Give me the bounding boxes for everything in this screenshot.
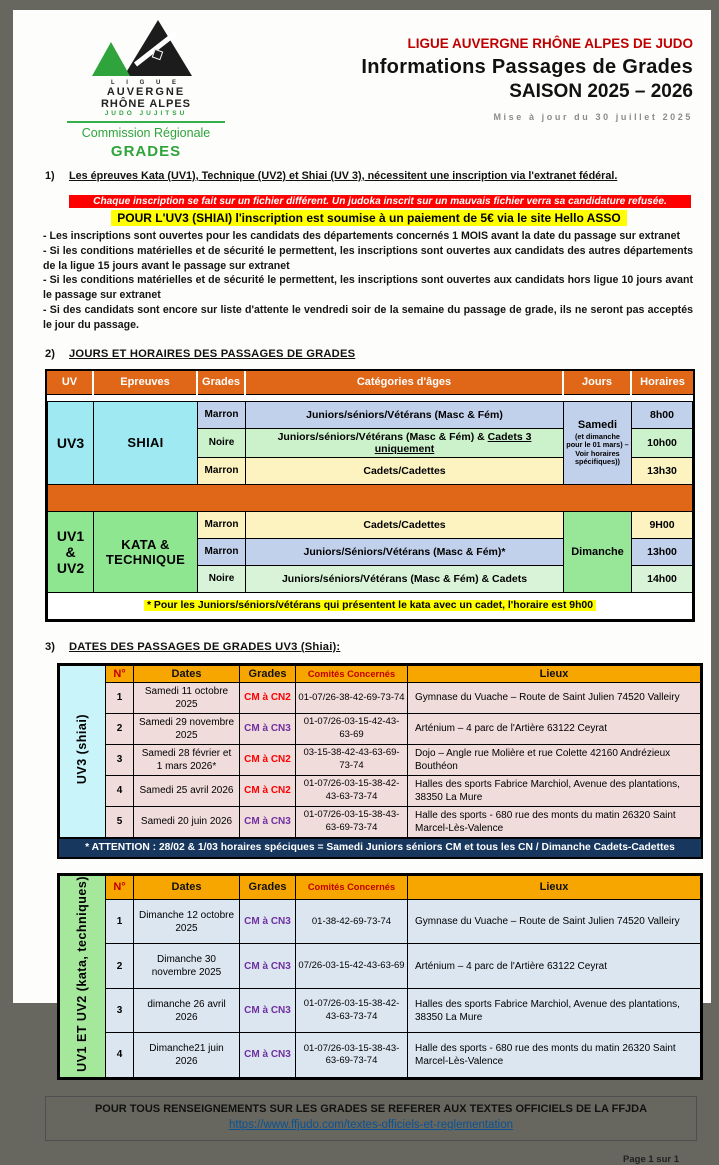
row-number-cell: 3 [106, 744, 134, 775]
col-header-lieux: Lieux [408, 875, 701, 899]
time-cell: 9H00 [632, 511, 693, 538]
date-row [60, 775, 701, 806]
date-cell: Dimanche21 juin 2026 [134, 1033, 240, 1077]
red-alert-banner: Chaque inscription se fait sur un fichier différent. Un judoka inscrit sur un mauvais fichier verra sa candidature refusée. [69, 195, 691, 208]
row-number-cell: 3 [106, 988, 134, 1032]
comites-cell: 01-07/26-38-42-69-73-74 [296, 682, 408, 713]
category-cell: Juniors/séniors/Vétérans (Masc & Fém) [246, 401, 564, 428]
col-header-comites: Comités Concernés [296, 665, 408, 682]
bullet-line: - Si les conditions matérielles et de sécurité le permettent, les inscriptions sont ouvertes aux candidats des autres départements de la ligue 15 jours avant le passage sur extranet [43, 244, 693, 272]
category-cell [246, 428, 564, 457]
footnote-text: * Pour les Juniors/séniors/vétérans qui présentent le kata avec un cadet, l'horaire est 9h00 [144, 600, 596, 611]
footer-notice: POUR TOUS RENSEIGNEMENTS SUR LES GRADES SE REFERER AUX TEXTES OFFICIELS DE LA FFJDA [94, 1102, 648, 1115]
date-row [60, 900, 701, 944]
comites-cell: 01-07/26-03-15-42-43-63-69 [296, 713, 408, 744]
updated-date: Mise à jour du 30 juillet 2025 [493, 112, 693, 122]
category-cell: Cadets/Cadettes [246, 457, 564, 484]
category-underlined-text: Cadets 3 uniquement [374, 430, 532, 455]
lieu-cell: Halle des sports - 680 rue des monts du matin 26320 Saint Marcel-Lès-Valence [408, 806, 701, 837]
grade-range-cell: CM à CN3 [240, 988, 296, 1032]
col-header-horaires: Horaires [631, 371, 693, 395]
col-header-categories: Catégories d'âges [245, 371, 563, 395]
lieu-cell: Arténium – 4 parc de l'Artière 63122 Ceyrat [408, 713, 701, 744]
col-header-dates: Dates [134, 875, 240, 899]
lieu-cell: Halles des sports Fabrice Marchiol, Avenue des plantations, 38350 La Mure [408, 775, 701, 806]
season-title: SAISON 2025 – 2026 [509, 81, 693, 102]
schedule-table-header [47, 371, 693, 395]
uv3-side-label [60, 665, 106, 837]
side-label-text: UV1 ET UV2 (kata, techniques) [75, 875, 90, 1072]
grade-cell: Marron [198, 457, 246, 484]
time-cell: 14h00 [632, 565, 693, 592]
side-label-text: UV3 (shiai) [75, 713, 90, 784]
grade-range-cell: CM à CN2 [240, 775, 296, 806]
date-cell: Samedi 29 novembre 2025 [134, 713, 240, 744]
uv3-dates-table [57, 663, 703, 859]
row-number-cell: 2 [106, 713, 134, 744]
footnote-row [48, 592, 693, 619]
time-cell: 13h00 [632, 538, 693, 565]
uv12-dates-table [57, 873, 703, 1080]
grade-range-cell: CM à CN3 [240, 900, 296, 944]
grade-range-cell: CM à CN2 [240, 744, 296, 775]
date-cell: Samedi 20 juin 2026 [134, 806, 240, 837]
kata-footnote [48, 592, 693, 619]
time-cell: 13h30 [632, 457, 693, 484]
row-number-cell: 2 [106, 944, 134, 988]
header-row [60, 875, 701, 899]
lieu-cell: Dojo – Angle rue Molière et rue Colette 42160 Andrézieux Bouthéon [408, 744, 701, 775]
mountains-logo-icon [86, 20, 206, 78]
comites-cell: 01-07/26-03-15-38-43-63-69-73-74 [296, 806, 408, 837]
footer-notice-box [45, 1096, 697, 1141]
schedule-table-body [47, 401, 693, 620]
section3-title: DATES DES PASSAGES DE GRADES UV3 (Shiai): [69, 640, 341, 653]
bullet-line: - Les inscriptions sont ouvertes pour les candidats des départements concernés 1 MOIS avant la date du passage sur extranet [43, 230, 681, 242]
comites-cell: 01-07/26-03-15-38-42-43-63-73-74 [296, 988, 408, 1032]
category-cell: Juniors/séniors/Vétérans (Masc & Fém) & Cadets [246, 565, 564, 592]
comites-cell: 01-07/26-03-15-38-43-63-69-73-74 [296, 1033, 408, 1077]
jours-dimanche-cell: Dimanche [564, 511, 632, 592]
uv12-cell: UV1 & UV2 [48, 511, 94, 592]
col-header-comites: Comités Concernés [296, 875, 408, 899]
row-number-cell: 4 [106, 775, 134, 806]
comites-cell: 07/26-03-15-42-43-63-69 [296, 944, 408, 988]
grade-range-cell: CM à CN3 [240, 713, 296, 744]
yellow-alert-banner: POUR L'UV3 (SHIAI) l'inscription est soumise à un paiement de 5€ via le site Hello ASSO [111, 210, 626, 226]
logo-region-line1: AUVERGNE [106, 86, 186, 98]
kata-technique-cell: KATA & TECHNIQUE [94, 511, 198, 592]
table-row [48, 511, 693, 538]
lieu-cell: Gymnase du Vuache – Route de Saint Julien 74520 Valleiry [408, 682, 701, 713]
document-page [13, 10, 711, 1165]
date-row [60, 1033, 701, 1077]
grade-range-cell: CM à CN3 [240, 806, 296, 837]
row-number-cell: 1 [106, 900, 134, 944]
date-cell: Samedi 11 octobre 2025 [134, 682, 240, 713]
header-titles [231, 36, 695, 122]
logo-divider [67, 121, 225, 123]
section3-number: 3) [45, 640, 55, 653]
grade-cell: Marron [198, 538, 246, 565]
col-header-grades: Grades [197, 371, 245, 395]
grade-cell: Noire [198, 565, 246, 592]
schedule-table [45, 369, 695, 622]
lieu-cell: Arténium – 4 parc de l'Artière 63122 Ceyrat [408, 944, 701, 988]
attention-banner: * ATTENTION : 28/02 & 1/03 horaires spéciques = Samedi Juniors séniors CM et tous les CN / Dimanche Cadets-Cadettes [59, 838, 701, 857]
col-header-epreuves: Epreuves [93, 371, 197, 395]
date-row [60, 806, 701, 837]
time-cell: 8h00 [632, 401, 693, 428]
grade-range-cell: CM à CN3 [240, 944, 296, 988]
col-header-lieux: Lieux [408, 665, 701, 682]
col-header-grades: Grades [240, 875, 296, 899]
row-number-cell: 5 [106, 806, 134, 837]
category-text: Juniors/séniors/Vétérans (Masc & Fém) & [277, 430, 488, 443]
page-number: Page 1 sur 1 [623, 1153, 679, 1165]
row-number-cell: 1 [106, 682, 134, 713]
divider-row [48, 484, 693, 511]
section2-heading [43, 348, 695, 360]
grade-range-cell: CM à CN3 [240, 1033, 296, 1077]
section2-number: 2) [45, 347, 55, 360]
logo-judo-jujitsu: JUDO JUJITSU [104, 110, 188, 117]
category-cell: Cadets/Cadettes [246, 511, 564, 538]
date-row [60, 713, 701, 744]
inscription-rules-list [43, 229, 695, 333]
uv12-dates-grid [59, 875, 701, 1078]
col-header-num: N° [106, 665, 134, 682]
grade-cell: Marron [198, 511, 246, 538]
date-cell: Dimanche 12 octobre 2025 [134, 900, 240, 944]
section1-number: 1) [45, 170, 55, 182]
ffjudo-link[interactable]: https://www.ffjudo.com/textes-officiels-et-reglementation [228, 1118, 513, 1131]
date-cell: dimanche 26 avril 2026 [134, 988, 240, 1032]
logo-region-line2: RHÔNE ALPES [100, 98, 192, 110]
league-name: LIGUE AUVERGNE RHÔNE ALPES DE JUDO [407, 36, 693, 51]
logo-ligue-text: L I G U E [111, 80, 181, 86]
section2-title: JOURS ET HORAIRES DES PASSAGES DE GRADES [69, 347, 356, 360]
section1-title: Les épreuves Kata (UV1), Technique (UV2) et Shiai (UV 3), nécessitent une inscription via l'extranet fédéral. [69, 170, 618, 182]
day-main: Samedi [577, 419, 618, 432]
document-header [43, 20, 695, 160]
comites-cell: 01-38-42-69-73-74 [296, 900, 408, 944]
page-title: Informations Passages de Grades [361, 56, 693, 78]
bullet-line: - Si des candidats sont encore sur liste d'attente le vendredi soir de la semaine du passage de grade, ils ne seront pas acceptés le jour du passage. [43, 304, 693, 331]
uv12-side-label [60, 875, 106, 1077]
time-cell: 10h00 [632, 428, 693, 457]
lieu-cell: Halle des sports - 680 rue des monts du matin 26320 Saint Marcel-Lès-Valence [408, 1033, 701, 1077]
date-row [60, 744, 701, 775]
row-number-cell: 4 [106, 1033, 134, 1077]
jours-samedi-cell [564, 401, 632, 484]
orange-divider [48, 484, 693, 511]
logo-grades: GRADES [110, 143, 182, 160]
league-logo [61, 20, 231, 160]
date-cell: Dimanche 30 novembre 2025 [134, 944, 240, 988]
col-header-num: N° [106, 875, 134, 899]
grade-cell: Marron [198, 401, 246, 428]
comites-cell: 03-15-38-42-43-63-69-73-74 [296, 744, 408, 775]
green-mountain-shape [92, 42, 130, 76]
header-row [60, 665, 701, 682]
section3-heading [43, 641, 695, 653]
category-cell: Juniors/Séniors/Vétérans (Masc & Fém)* [246, 538, 564, 565]
date-cell: Samedi 28 février et 1 mars 2026* [134, 744, 240, 775]
uv3-cell: UV3 [48, 401, 94, 484]
col-header-grades: Grades [240, 665, 296, 682]
grade-cell: Noire [198, 428, 246, 457]
date-cell: Samedi 25 avril 2026 [134, 775, 240, 806]
logo-commission: Commission Régionale [81, 126, 211, 140]
grade-range-cell: CM à CN2 [240, 682, 296, 713]
day-note: (et dimanche pour le 01 mars) – Voir horaires spécifiques)) [566, 431, 629, 466]
bullet-line: - Si les conditions matérielles et de sécurité le permettent, les inscriptions sont ouvertes aux candidats hors ligue 10 jours avant le passage sur extranet [43, 274, 693, 302]
lieu-cell: Halles des sports Fabrice Marchiol, Avenue des plantations, 38350 La Mure [408, 988, 701, 1032]
uv3-dates-grid [59, 665, 701, 838]
lieu-cell: Gymnase du Vuache – Route de Saint Julien 74520 Valleiry [408, 900, 701, 944]
shiai-cell: SHIAI [94, 401, 198, 484]
col-header-jours: Jours [563, 371, 631, 395]
date-row [60, 682, 701, 713]
date-row [60, 988, 701, 1032]
col-header-uv: UV [47, 371, 93, 395]
section1-heading [43, 170, 695, 182]
date-row [60, 944, 701, 988]
table-row [48, 401, 693, 428]
col-header-dates: Dates [134, 665, 240, 682]
comites-cell: 01-07/26-03-15-38-42-43-63-73-74 [296, 775, 408, 806]
